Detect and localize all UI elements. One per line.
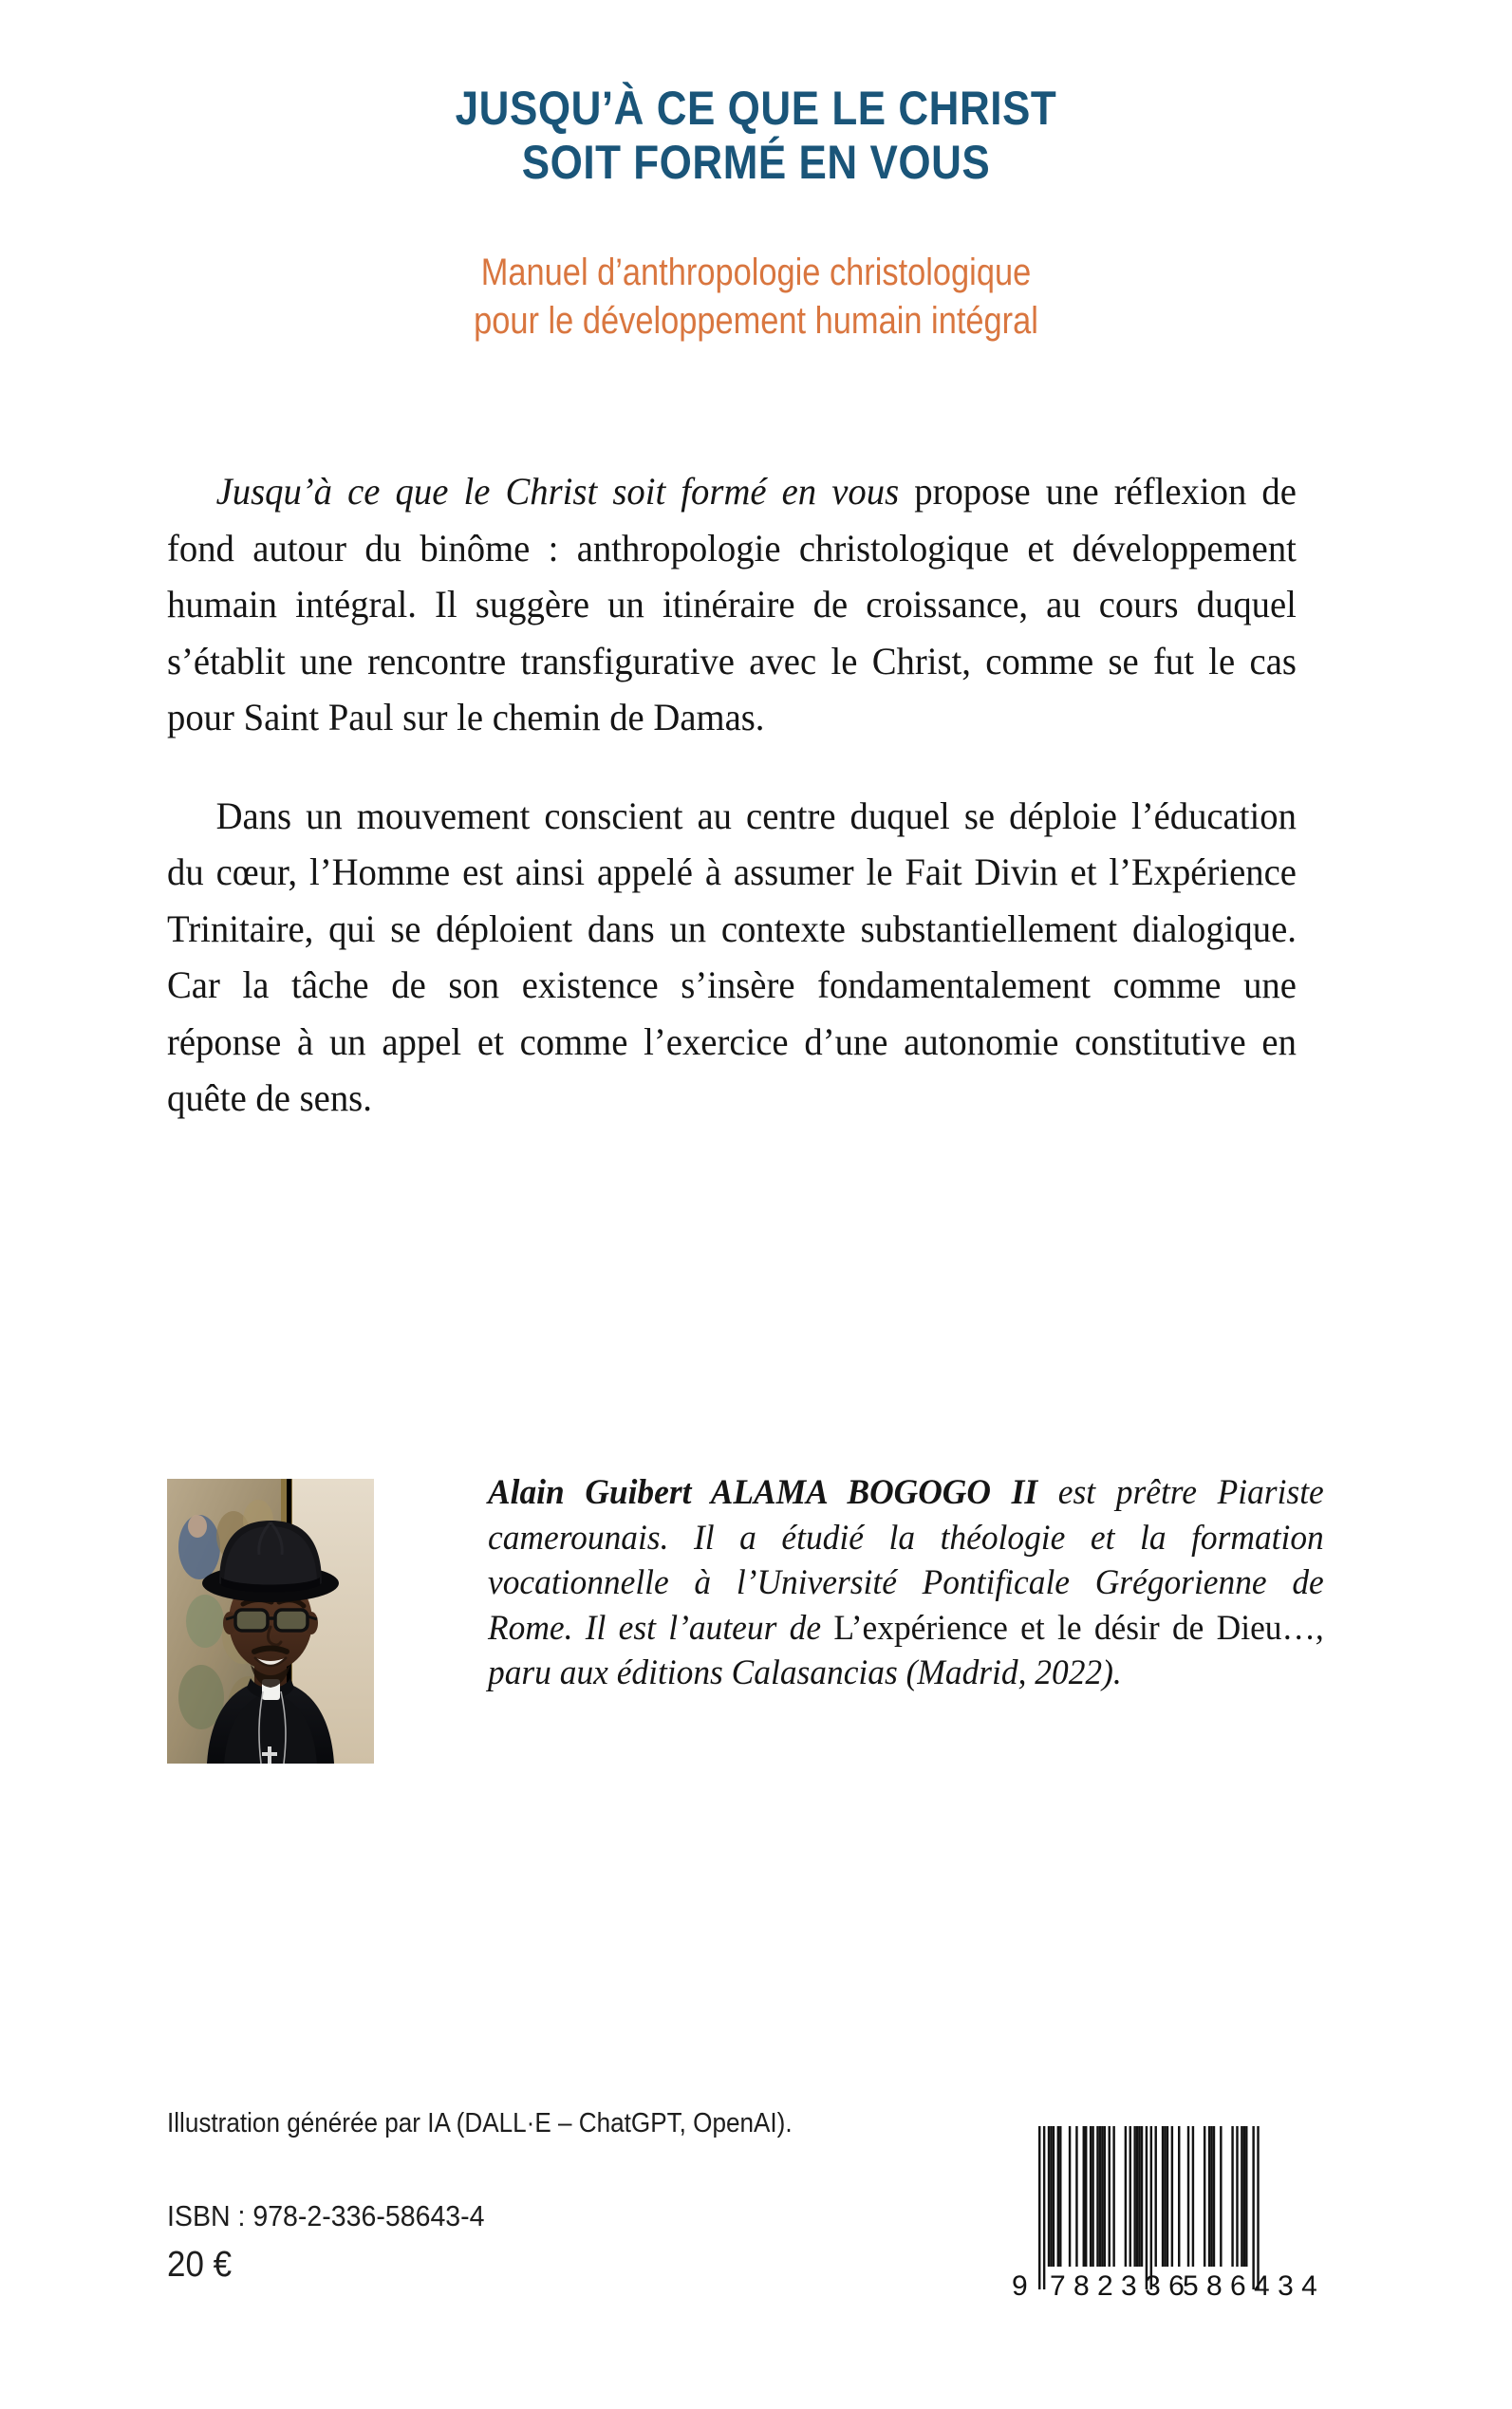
author-bio-part-1: est prêtre Piariste camerounais. Il a étudié la théologie et la formation vocationnelle à l’Université Pontificale Grégorienne de Rome. Il est l’auteur de <box>488 1472 1324 1647</box>
illustration-credit: Illustration générée par IA (DALL·E – ChatGPT, OpenAI). <box>167 2108 793 2138</box>
ean13-barcode <box>1006 2115 1338 2299</box>
author-photo <box>167 1479 374 1764</box>
book-subtitle <box>0 249 1512 345</box>
blurb-title-italic: Jusqu’à ce que le Christ soit formé en vous <box>215 470 900 513</box>
author-bio-part-2: , paru aux éditions Calasancias (Madrid, 2022). <box>488 1607 1324 1691</box>
blurb-paragraph-1 <box>167 463 1297 746</box>
author-name: Alain Guibert ALAMA BOGOGO II <box>488 1472 1038 1511</box>
book-title <box>0 82 1512 189</box>
footer-metadata <box>167 2105 862 2288</box>
subtitle-line-2: pour le développement humain intégral <box>474 300 1038 343</box>
blurb-paragraph-2: Dans un mouvement conscient au centre duquel se déploie l’éducation du cœur, l’Homme est ainsi appelé à assumer le Fait Divin et l’Expérience Trinitaire, qui se déploient dans un contexte substantiellement dialogique. Car la tâche de son existence s’insère fondamentalement comme une réponse à un appel et comme l’exercice d’une autonomie constitutive en quête de sens. <box>167 794 1297 1119</box>
author-section <box>167 1469 1350 1695</box>
title-line-1: JUSQU’À CE QUE LE CHRIST <box>455 82 1057 135</box>
author-bio <box>488 1469 1324 1695</box>
blurb-paragraph-1-rest: propose une réflexion de fond autour du binôme : anthropologie christologique et développement humain intégral. Il suggère un itinéraire de croissance, au cours duquel s’établit une rencontre transfigurative avec le Christ, comme se fut le cas pour Saint Paul sur le chemin de Damas. <box>167 470 1297 738</box>
blurb-text <box>167 463 1350 1168</box>
title-line-2: SOIT FORMÉ EN VOUS <box>521 135 991 189</box>
author-previous-work-title: L’expérience et le désir de Dieu… <box>833 1607 1316 1647</box>
isbn-text: ISBN : 978-2-336-58643-4 <box>167 2199 485 2232</box>
svg-text:5 8 6 4 3 4: 5 8 6 4 3 4 <box>1183 2270 1317 2299</box>
price-text: 20 € <box>167 2245 233 2285</box>
svg-text:9: 9 <box>1012 2270 1028 2299</box>
svg-text:7 8 2 3 3 6: 7 8 2 3 3 6 <box>1050 2270 1185 2299</box>
subtitle-line-1: Manuel d’anthropologie christologique <box>480 252 1032 293</box>
